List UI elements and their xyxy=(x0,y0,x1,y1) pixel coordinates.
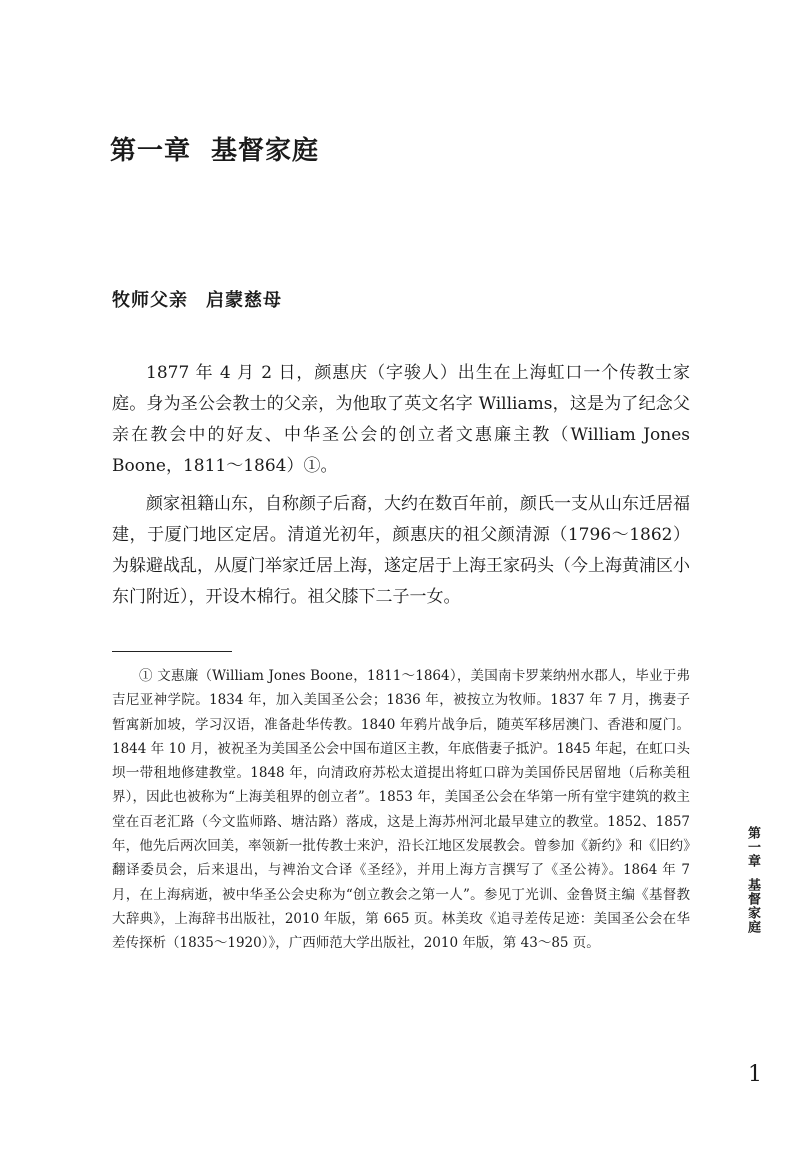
section-title-part2: 启蒙慈母 xyxy=(206,290,282,311)
paragraph: 颜家祖籍山东，自称颜子后裔，大约在数百年前，颜氏一支从山东迁居福建，于厦门地区定居。清道光初年，颜惠庆的祖父颜清源（1796～1862）为躲避战乱，从厦门举家迁居上海，遂定居于上海王家码头（今上海黄浦区小东门附近），开设木棉行。祖父膝下二子一女。 xyxy=(112,494,690,607)
body-text xyxy=(112,358,690,620)
page-number: 1 xyxy=(748,1062,762,1087)
running-head-chapter: 第一章 xyxy=(745,826,760,868)
chapter-title xyxy=(110,130,319,167)
footnote: ① 文惠廉（William Jones Boone，1811～1864），美国南卡罗莱纳州水郡人，毕业于弗吉尼亚神学院。1834 年，加入美国圣公会；1836 年，被按立为牧师。1837 年 7 月，携妻子暂寓新加坡，学习汉语，准备赴华传教。1840 年鸦片战争后，随英军移居澳门、香港和厦门。1844 年 10 月，被祝圣为美国圣公会中国布道区主教，年底偕妻子抵沪。1845 年起，在虹口头坝一带租地修建教堂。1848 年，向清政府苏松太道提出将虹口辟为美国侨民居留地（后称美租界），因此也被称为“上海美租界的创立者”。1853 年，美国圣公会在华第一所有堂宇建筑的救主堂在百老汇路（今文监师路、塘沽路）落成，这是上海苏州河北最早建立的教堂。1852、1857 年，他先后两次回美，率领新一批传教士来沪，沿长江地区发展教会。曾参加《新约》和《旧约》翻译委员会，后来退出，与裨治文合译《圣经》，并用上海方言撰写了《圣公祷》。1864 年 7 月，在上海病逝，被中华圣公会史称为“创立教会之第一人”。参见丁光训、金鲁贤主编《基督教大辞典》，上海辞书出版社，2010 年版，第 665 页。林美玫《追寻差传足迹：美国圣公会在华差传探析（1835～1920）》，广西师范大学出版社，2010 年版，第 43～85 页。 xyxy=(112,668,690,952)
chapter-name: 基督家庭 xyxy=(211,136,320,166)
paragraph: 1877 年 4 月 2 日，颜惠庆（字骏人）出生在上海虹口一个传教士家庭。身为圣公会教士的父亲，为他取了英文名字 Williams，这是为了纪念父亲在教会中的好友、中华圣公会的创立者文惠廉主教（William Jones Boone，1811～1864）①。 xyxy=(112,363,690,476)
section-title xyxy=(112,286,282,312)
footnote-divider xyxy=(112,651,232,652)
chapter-number: 第一章 xyxy=(110,136,192,166)
section-title-part1: 牧师父亲 xyxy=(112,290,188,311)
running-head xyxy=(742,826,762,934)
running-head-title: 基督家庭 xyxy=(745,878,760,934)
